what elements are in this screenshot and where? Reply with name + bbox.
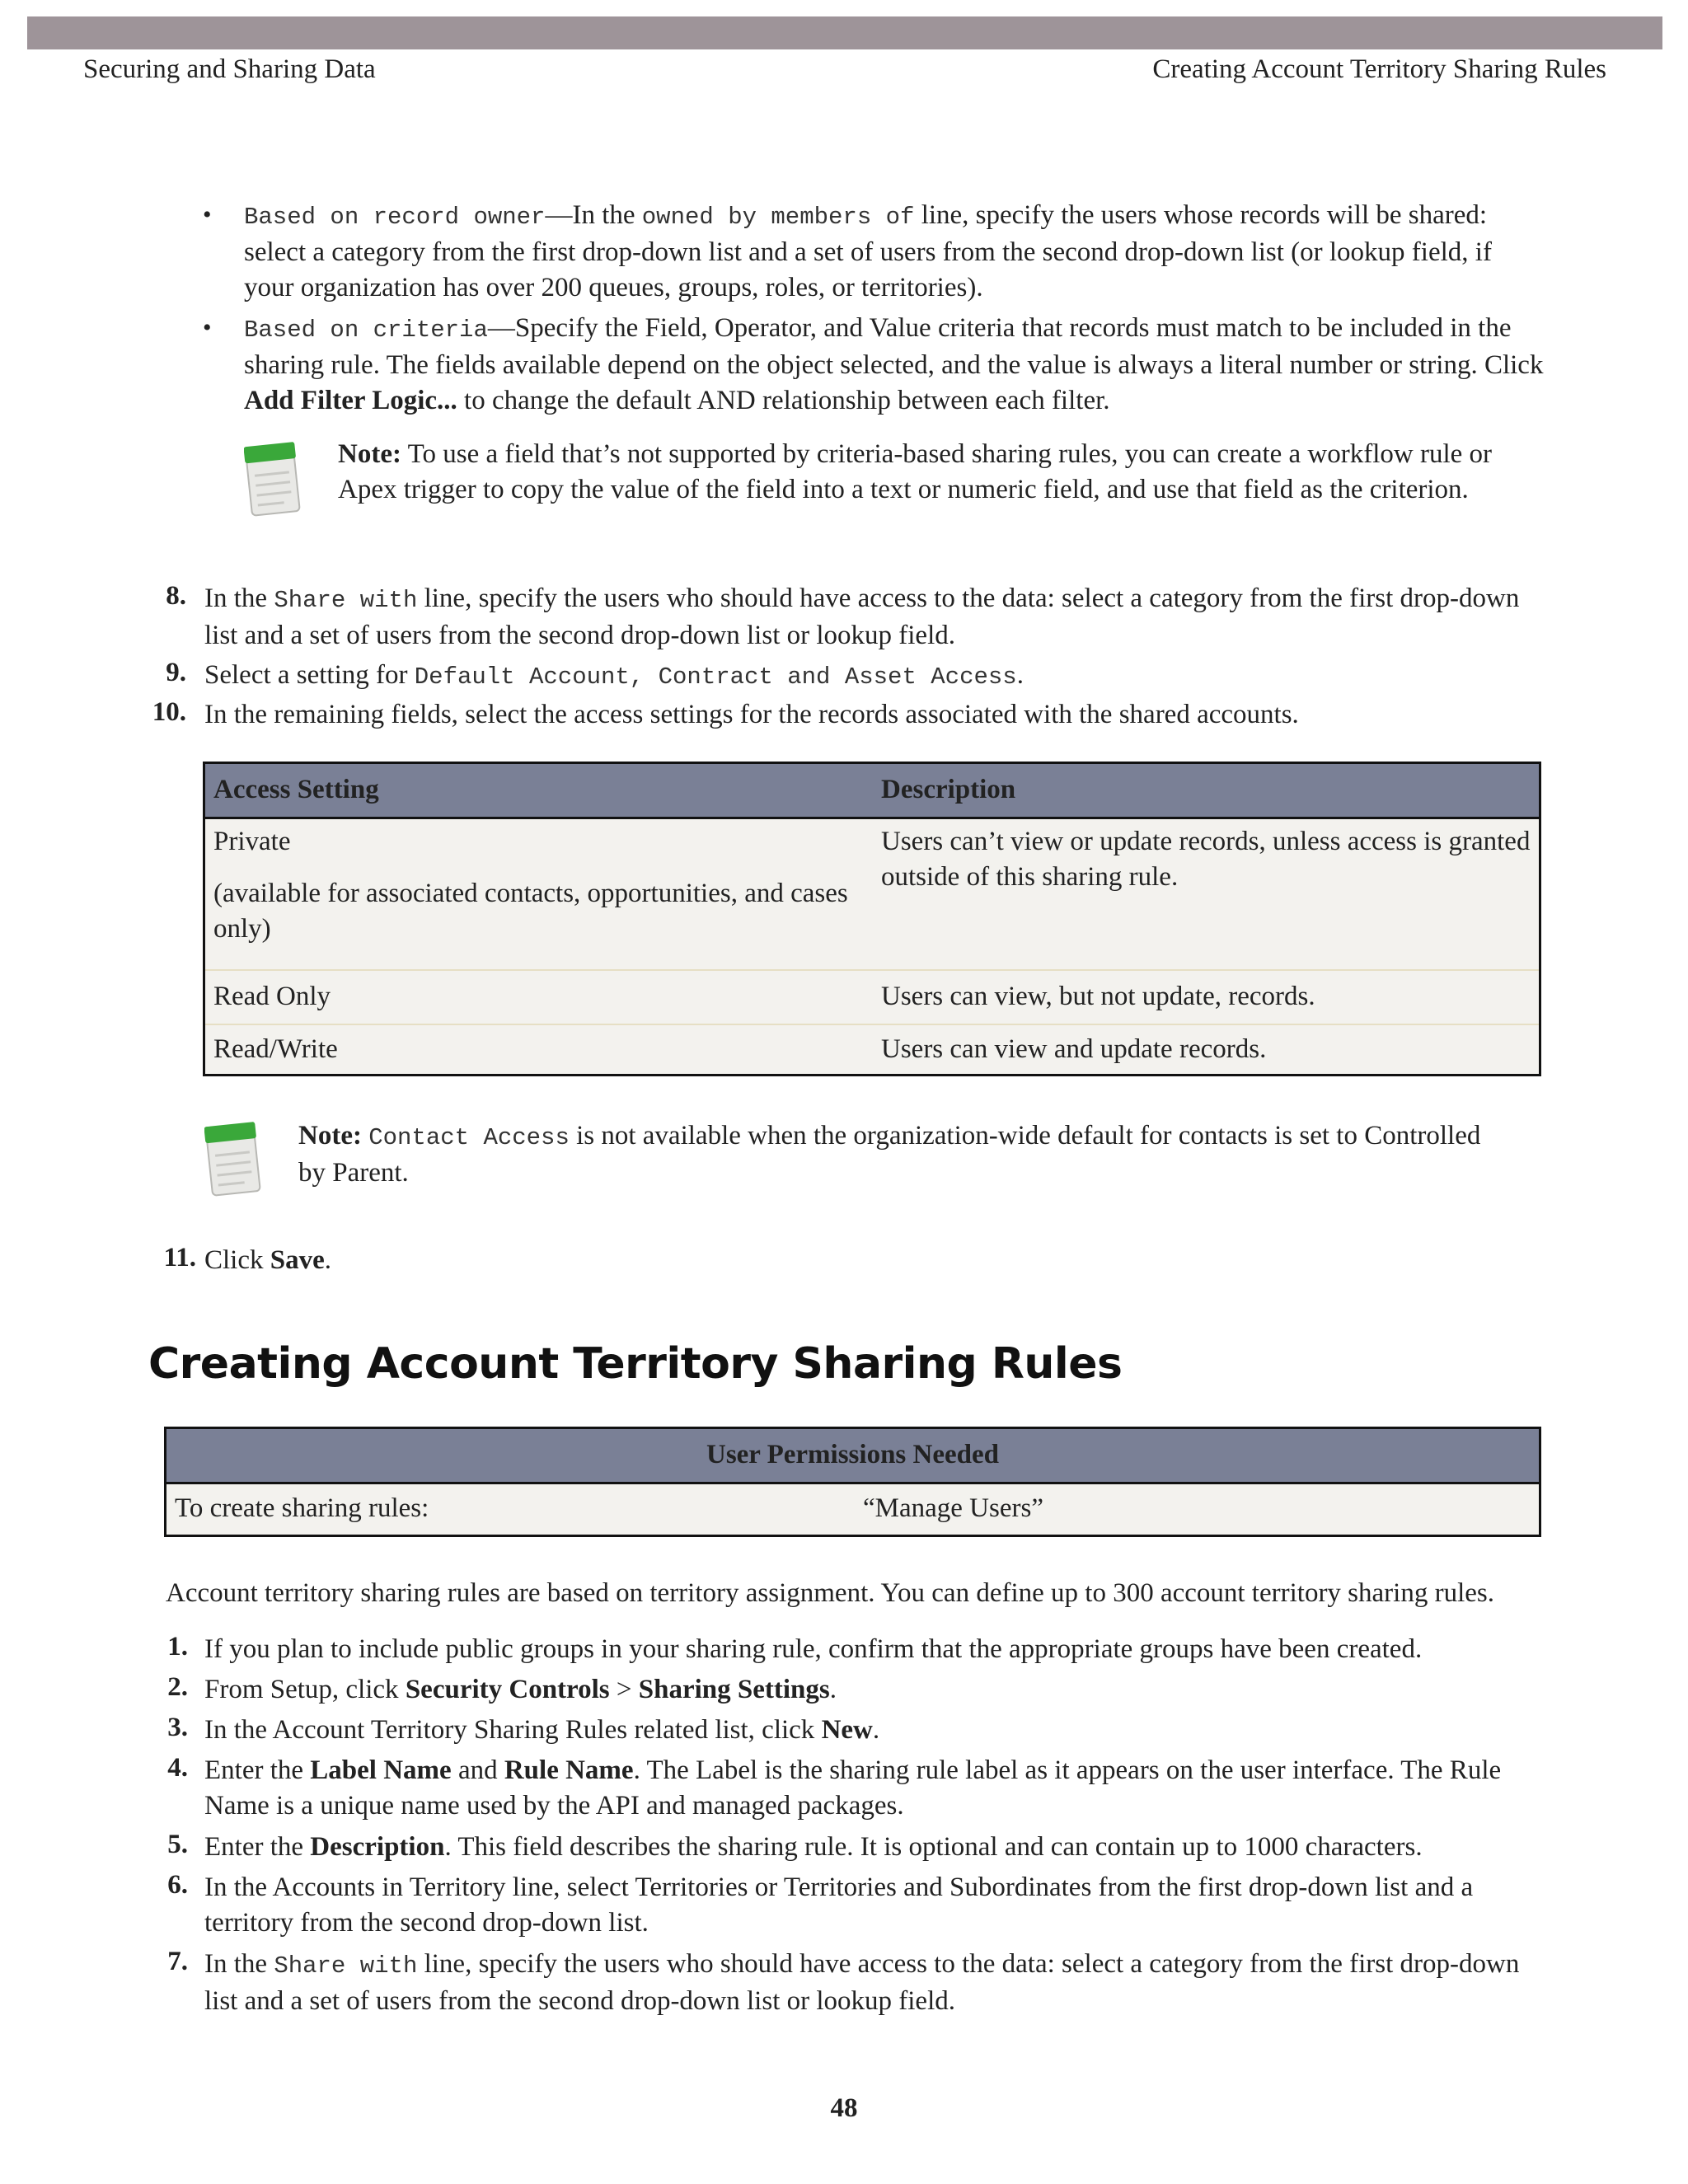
step-number: 2.: [167, 1672, 188, 1702]
column-header: Description: [881, 775, 1016, 804]
table-cell: Read/Write: [213, 1034, 338, 1064]
table-cell: To create sharing rules:: [175, 1493, 429, 1523]
table-cell: Read Only: [213, 982, 331, 1011]
step-number: 11.: [163, 1243, 196, 1272]
step-item: Enter the Label Name and Rule Name. The Label is the sharing rule label as it appears on the user interface. The Rule Name is a unique name used by the API and managed packages.: [204, 1755, 1502, 1821]
note-icon: [244, 441, 302, 523]
step-item: In the Accounts in Territory line, select Territories or Territories and Subordinates from the first drop-down list and a territory from the second drop-down list.: [204, 1872, 1474, 1938]
step-number: 4.: [167, 1753, 188, 1783]
step-item: Enter the Description. This field describes the sharing rule. It is optional and can contain up to 1000 characters.: [204, 1832, 1423, 1862]
step-item: From Setup, click Security Controls > Sharing Settings.: [204, 1675, 837, 1704]
step-item: If you plan to include public groups in your sharing rule, confirm that the appropriate groups have been created.: [204, 1634, 1423, 1664]
step-number: 6.: [167, 1870, 188, 1900]
step-number: 7.: [167, 1947, 188, 1976]
bullet-item: Based on record owner—In the owned by members of line, specify the users whose records will be shared: select a category from the first drop-down list and a set of users from the second drop-down list (or lookup field, if your organization has over 200 queues, groups, roles, or territories).: [244, 200, 1492, 302]
bullet-marker: •: [203, 201, 212, 228]
step-number: 8.: [166, 581, 186, 611]
table-cell: Private: [213, 827, 291, 856]
header-bar: [27, 16, 1662, 49]
intro-paragraph: Account territory sharing rules are based on territory assignment. You can define up to 300 account territory sharing rules.: [166, 1578, 1494, 1608]
bullet-marker: •: [203, 314, 212, 341]
step-item: Select a setting for Default Account, Contract and Asset Access.: [204, 660, 1024, 691]
step-number: 5.: [167, 1830, 188, 1859]
step-item: In the Share with line, specify the users who should have access to the data: select a category from the first drop-down list and a set of users from the second drop-down list or lookup field.: [204, 583, 1520, 650]
step-item: In the Share with line, specify the users who should have access to the data: select a category from the first drop-down list and a set of users from the second drop-down list or lookup field.: [204, 1949, 1520, 2016]
table-header-row: [205, 764, 1539, 819]
table-cell: “Manage Users”: [863, 1493, 1043, 1523]
step-item: Click Save.: [204, 1245, 331, 1275]
note-text: Note: To use a field that’s not supported by criteria-based sharing rules, you can create a workflow rule or Apex trigger to copy the value of the field into a text or numeric field, and use that field as the criterion.: [338, 439, 1493, 504]
access-settings-table: [203, 762, 1541, 1076]
table-cell: Users can view and update records.: [881, 1034, 1267, 1064]
column-header: User Permissions Needed: [706, 1440, 999, 1469]
running-header-right: Creating Account Territory Sharing Rules: [1152, 54, 1606, 84]
step-item: In the remaining fields, select the access settings for the records associated with the shared accounts.: [204, 700, 1299, 729]
step-number: 9.: [166, 658, 186, 687]
table-row: [205, 1025, 1539, 1076]
table-cell: Users can view, but not update, records.: [881, 982, 1315, 1011]
table-row: [166, 1484, 1539, 1537]
note-text: Note: Contact Access is not available when the organization-wide default for contacts is set to Controlled by Parent.: [298, 1121, 1481, 1188]
running-header-left: Securing and Sharing Data: [83, 54, 376, 84]
step-item: In the Account Territory Sharing Rules related list, click New.: [204, 1715, 880, 1745]
table-header-row: [166, 1429, 1539, 1484]
note-icon: [204, 1121, 262, 1203]
table-row: Private (available for associated contacts, opportunities, and cases only) Users can’t view or update records, unless access is granted outside of this sharing rule.: [205, 819, 1539, 971]
section-title: Creating Account Territory Sharing Rules: [148, 1339, 1123, 1389]
step-number: 3.: [167, 1713, 188, 1742]
permissions-table: [164, 1427, 1541, 1537]
step-number: 1.: [167, 1632, 188, 1661]
table-cell: Users can’t view or update records, unless access is granted: [881, 827, 1531, 856]
column-header: Access Setting: [213, 775, 379, 804]
step-number: 10.: [152, 697, 186, 727]
page-number: 48: [830, 2093, 858, 2123]
bullet-item: Based on criteria—Specify the Field, Operator, and Value criteria that records must match to be included in the sharing rule. The fields available depend on the object selected, and the value is always a literal number or string. Click Add Filter Logic... to change the default AND relationship between each filter.: [244, 313, 1544, 415]
table-row: [205, 971, 1539, 1025]
